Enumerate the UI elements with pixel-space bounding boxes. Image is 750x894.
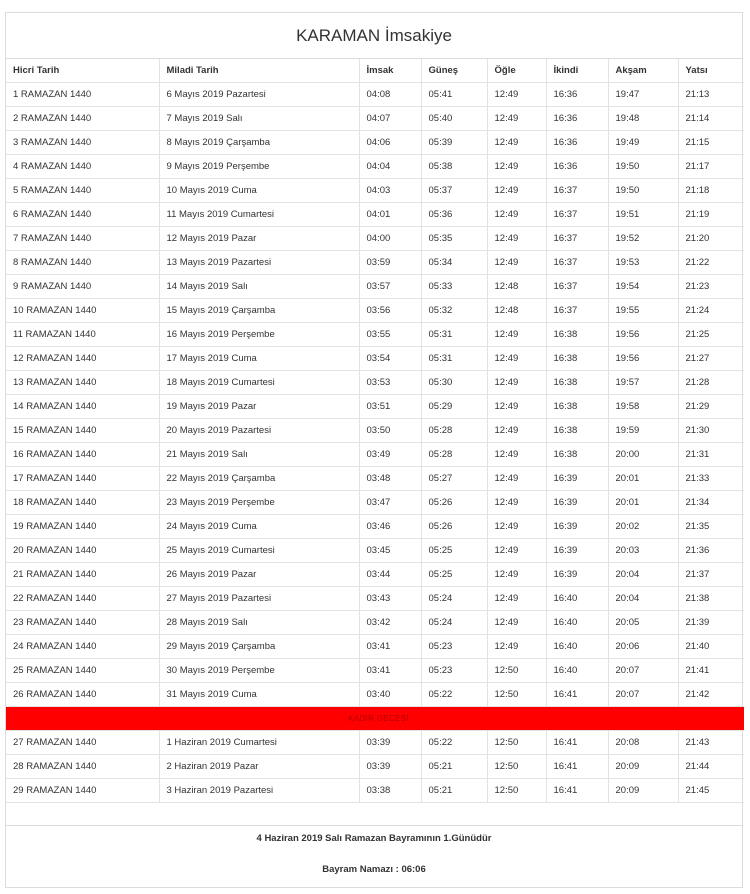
cell-imsak: 04:00 [359, 227, 421, 251]
cell-yatsi: 21:33 [678, 467, 744, 491]
cell-hicri-tarih: 6 RAMAZAN 1440 [6, 203, 159, 227]
cell-imsak: 03:48 [359, 467, 421, 491]
cell-aksam: 20:02 [608, 515, 678, 539]
cell-imsak: 04:01 [359, 203, 421, 227]
table-row [6, 563, 744, 587]
cell-imsak: 03:44 [359, 563, 421, 587]
cell-hicri-tarih: 18 RAMAZAN 1440 [6, 491, 159, 515]
cell-aksam: 20:04 [608, 563, 678, 587]
cell-ikindi: 16:39 [546, 467, 608, 491]
table-row [6, 371, 744, 395]
cell-ikindi: 16:36 [546, 107, 608, 131]
cell-gunes: 05:27 [421, 467, 487, 491]
cell-hicri-tarih: 8 RAMAZAN 1440 [6, 251, 159, 275]
cell-miladi-tarih: 24 Mayıs 2019 Cuma [159, 515, 359, 539]
cell-miladi-tarih: 1 Haziran 2019 Cumartesi [159, 731, 359, 755]
cell-ikindi: 16:38 [546, 443, 608, 467]
cell-yatsi: 21:22 [678, 251, 744, 275]
cell-aksam: 19:49 [608, 131, 678, 155]
cell-imsak: 03:43 [359, 587, 421, 611]
cell-hicri-tarih: 26 RAMAZAN 1440 [6, 683, 159, 707]
cell-ogle: 12:49 [487, 323, 546, 347]
cell-gunes: 05:24 [421, 611, 487, 635]
cell-ogle: 12:49 [487, 563, 546, 587]
cell-hicri-tarih: 11 RAMAZAN 1440 [6, 323, 159, 347]
cell-miladi-tarih: 23 Mayıs 2019 Perşembe [159, 491, 359, 515]
cell-miladi-tarih: 28 Mayıs 2019 Salı [159, 611, 359, 635]
cell-gunes: 05:24 [421, 587, 487, 611]
cell-aksam: 20:09 [608, 755, 678, 779]
column-header-yatsi: Yatsı [678, 59, 744, 83]
cell-yatsi: 21:41 [678, 659, 744, 683]
cell-hicri-tarih: 3 RAMAZAN 1440 [6, 131, 159, 155]
table-body [6, 83, 744, 803]
cell-ikindi: 16:38 [546, 419, 608, 443]
cell-ikindi: 16:41 [546, 731, 608, 755]
column-header-aksam: Akşam [608, 59, 678, 83]
cell-imsak: 03:51 [359, 395, 421, 419]
cell-imsak: 03:41 [359, 635, 421, 659]
cell-miladi-tarih: 22 Mayıs 2019 Çarşamba [159, 467, 359, 491]
cell-miladi-tarih: 13 Mayıs 2019 Pazartesi [159, 251, 359, 275]
cell-hicri-tarih: 20 RAMAZAN 1440 [6, 539, 159, 563]
cell-aksam: 19:56 [608, 323, 678, 347]
cell-miladi-tarih: 15 Mayıs 2019 Çarşamba [159, 299, 359, 323]
cell-hicri-tarih: 13 RAMAZAN 1440 [6, 371, 159, 395]
cell-ikindi: 16:38 [546, 323, 608, 347]
table-row [6, 683, 744, 707]
cell-imsak: 03:57 [359, 275, 421, 299]
bayram-namazi: Bayram Namazı : 06:06 [322, 864, 426, 875]
kadir-gecesi-row [6, 707, 744, 731]
cell-hicri-tarih: 25 RAMAZAN 1440 [6, 659, 159, 683]
table-row [6, 227, 744, 251]
cell-ikindi: 16:38 [546, 371, 608, 395]
cell-ogle: 12:49 [487, 515, 546, 539]
cell-ogle: 12:49 [487, 251, 546, 275]
cell-hicri-tarih: 28 RAMAZAN 1440 [6, 755, 159, 779]
table-row [6, 395, 744, 419]
cell-miladi-tarih: 7 Mayıs 2019 Salı [159, 107, 359, 131]
cell-yatsi: 21:39 [678, 611, 744, 635]
cell-ikindi: 16:37 [546, 227, 608, 251]
bayram-note: 4 Haziran 2019 Salı Ramazan Bayramının 1.Günüdür [256, 833, 492, 844]
cell-gunes: 05:28 [421, 419, 487, 443]
cell-gunes: 05:33 [421, 275, 487, 299]
cell-aksam: 20:01 [608, 467, 678, 491]
cell-ogle: 12:49 [487, 395, 546, 419]
cell-yatsi: 21:25 [678, 323, 744, 347]
page-title: KARAMAN İmsakiye [6, 13, 742, 59]
cell-yatsi: 21:13 [678, 83, 744, 107]
cell-miladi-tarih: 20 Mayıs 2019 Pazartesi [159, 419, 359, 443]
table-row [6, 131, 744, 155]
cell-miladi-tarih: 8 Mayıs 2019 Çarşamba [159, 131, 359, 155]
cell-hicri-tarih: 12 RAMAZAN 1440 [6, 347, 159, 371]
cell-gunes: 05:36 [421, 203, 487, 227]
cell-imsak: 03:41 [359, 659, 421, 683]
cell-gunes: 05:31 [421, 323, 487, 347]
cell-aksam: 19:50 [608, 179, 678, 203]
cell-ogle: 12:50 [487, 779, 546, 803]
cell-aksam: 19:47 [608, 83, 678, 107]
cell-aksam: 20:09 [608, 779, 678, 803]
cell-gunes: 05:25 [421, 539, 487, 563]
cell-yatsi: 21:29 [678, 395, 744, 419]
cell-hicri-tarih: 4 RAMAZAN 1440 [6, 155, 159, 179]
cell-gunes: 05:38 [421, 155, 487, 179]
column-header-miladi-tarih: Miladi Tarih [159, 59, 359, 83]
cell-imsak: 04:08 [359, 83, 421, 107]
cell-miladi-tarih: 2 Haziran 2019 Pazar [159, 755, 359, 779]
cell-gunes: 05:28 [421, 443, 487, 467]
table-row [6, 731, 744, 755]
cell-aksam: 19:56 [608, 347, 678, 371]
table-row [6, 587, 744, 611]
cell-hicri-tarih: 23 RAMAZAN 1440 [6, 611, 159, 635]
cell-gunes: 05:40 [421, 107, 487, 131]
cell-ogle: 12:49 [487, 347, 546, 371]
cell-ikindi: 16:40 [546, 611, 608, 635]
cell-ogle: 12:50 [487, 659, 546, 683]
cell-miladi-tarih: 3 Haziran 2019 Pazartesi [159, 779, 359, 803]
cell-hicri-tarih: 24 RAMAZAN 1440 [6, 635, 159, 659]
cell-yatsi: 21:44 [678, 755, 744, 779]
cell-imsak: 04:07 [359, 107, 421, 131]
imsakiye-table [6, 59, 744, 803]
kadir-gecesi-label: KADIR GECESİ [6, 707, 744, 731]
cell-hicri-tarih: 27 RAMAZAN 1440 [6, 731, 159, 755]
cell-ikindi: 16:37 [546, 299, 608, 323]
cell-ogle: 12:49 [487, 539, 546, 563]
cell-imsak: 03:50 [359, 419, 421, 443]
cell-yatsi: 21:28 [678, 371, 744, 395]
cell-hicri-tarih: 22 RAMAZAN 1440 [6, 587, 159, 611]
cell-imsak: 03:39 [359, 755, 421, 779]
cell-ogle: 12:49 [487, 491, 546, 515]
cell-aksam: 20:08 [608, 731, 678, 755]
cell-ikindi: 16:37 [546, 179, 608, 203]
table-row [6, 635, 744, 659]
cell-yatsi: 21:42 [678, 683, 744, 707]
table-row [6, 107, 744, 131]
column-header-ikindi: İkindi [546, 59, 608, 83]
cell-aksam: 19:53 [608, 251, 678, 275]
table-header [6, 59, 744, 83]
cell-gunes: 05:21 [421, 779, 487, 803]
cell-imsak: 03:53 [359, 371, 421, 395]
cell-ikindi: 16:39 [546, 491, 608, 515]
cell-aksam: 19:54 [608, 275, 678, 299]
cell-aksam: 19:59 [608, 419, 678, 443]
table-row [6, 659, 744, 683]
table-row [6, 347, 744, 371]
cell-yatsi: 21:20 [678, 227, 744, 251]
cell-ikindi: 16:36 [546, 83, 608, 107]
cell-miladi-tarih: 14 Mayıs 2019 Salı [159, 275, 359, 299]
cell-hicri-tarih: 16 RAMAZAN 1440 [6, 443, 159, 467]
cell-yatsi: 21:24 [678, 299, 744, 323]
cell-miladi-tarih: 25 Mayıs 2019 Cumartesi [159, 539, 359, 563]
table-row [6, 779, 744, 803]
cell-ogle: 12:49 [487, 131, 546, 155]
cell-ikindi: 16:40 [546, 635, 608, 659]
cell-gunes: 05:26 [421, 491, 487, 515]
cell-aksam: 20:07 [608, 659, 678, 683]
cell-yatsi: 21:27 [678, 347, 744, 371]
cell-imsak: 03:56 [359, 299, 421, 323]
cell-miladi-tarih: 29 Mayıs 2019 Çarşamba [159, 635, 359, 659]
cell-yatsi: 21:30 [678, 419, 744, 443]
cell-gunes: 05:41 [421, 83, 487, 107]
cell-miladi-tarih: 19 Mayıs 2019 Pazar [159, 395, 359, 419]
cell-miladi-tarih: 26 Mayıs 2019 Pazar [159, 563, 359, 587]
cell-ikindi: 16:40 [546, 587, 608, 611]
column-header-hicri-tarih: Hicri Tarih [6, 59, 159, 83]
cell-yatsi: 21:36 [678, 539, 744, 563]
cell-ogle: 12:49 [487, 443, 546, 467]
cell-ogle: 12:49 [487, 371, 546, 395]
table-row [6, 443, 744, 467]
cell-ogle: 12:49 [487, 611, 546, 635]
cell-aksam: 19:50 [608, 155, 678, 179]
cell-ikindi: 16:41 [546, 683, 608, 707]
cell-ikindi: 16:38 [546, 347, 608, 371]
cell-aksam: 20:05 [608, 611, 678, 635]
cell-miladi-tarih: 27 Mayıs 2019 Pazartesi [159, 587, 359, 611]
cell-miladi-tarih: 21 Mayıs 2019 Salı [159, 443, 359, 467]
cell-miladi-tarih: 17 Mayıs 2019 Cuma [159, 347, 359, 371]
cell-yatsi: 21:34 [678, 491, 744, 515]
cell-yatsi: 21:40 [678, 635, 744, 659]
cell-ikindi: 16:37 [546, 203, 608, 227]
cell-ikindi: 16:39 [546, 515, 608, 539]
cell-ikindi: 16:38 [546, 395, 608, 419]
cell-aksam: 19:48 [608, 107, 678, 131]
cell-ogle: 12:49 [487, 587, 546, 611]
cell-miladi-tarih: 31 Mayıs 2019 Cuma [159, 683, 359, 707]
cell-ogle: 12:49 [487, 203, 546, 227]
cell-imsak: 03:49 [359, 443, 421, 467]
cell-imsak: 03:45 [359, 539, 421, 563]
cell-hicri-tarih: 5 RAMAZAN 1440 [6, 179, 159, 203]
cell-miladi-tarih: 6 Mayıs 2019 Pazartesi [159, 83, 359, 107]
imsakiye-panel [5, 12, 743, 888]
cell-aksam: 20:07 [608, 683, 678, 707]
cell-aksam: 19:58 [608, 395, 678, 419]
cell-yatsi: 21:35 [678, 515, 744, 539]
cell-yatsi: 21:31 [678, 443, 744, 467]
cell-ogle: 12:48 [487, 275, 546, 299]
cell-aksam: 19:55 [608, 299, 678, 323]
cell-gunes: 05:21 [421, 755, 487, 779]
table-row [6, 251, 744, 275]
cell-yatsi: 21:43 [678, 731, 744, 755]
cell-ogle: 12:50 [487, 731, 546, 755]
cell-aksam: 20:04 [608, 587, 678, 611]
cell-miladi-tarih: 12 Mayıs 2019 Pazar [159, 227, 359, 251]
cell-ogle: 12:49 [487, 155, 546, 179]
cell-imsak: 03:54 [359, 347, 421, 371]
column-header-ogle: Öğle [487, 59, 546, 83]
cell-ogle: 12:50 [487, 755, 546, 779]
cell-ogle: 12:49 [487, 107, 546, 131]
cell-aksam: 20:06 [608, 635, 678, 659]
cell-gunes: 05:22 [421, 683, 487, 707]
table-row [6, 323, 744, 347]
spacer-row [6, 803, 742, 826]
cell-ikindi: 16:40 [546, 659, 608, 683]
cell-aksam: 19:51 [608, 203, 678, 227]
cell-yatsi: 21:38 [678, 587, 744, 611]
cell-gunes: 05:32 [421, 299, 487, 323]
cell-yatsi: 21:19 [678, 203, 744, 227]
cell-ikindi: 16:41 [546, 779, 608, 803]
cell-aksam: 19:52 [608, 227, 678, 251]
table-row [6, 83, 744, 107]
cell-gunes: 05:23 [421, 635, 487, 659]
cell-miladi-tarih: 16 Mayıs 2019 Perşembe [159, 323, 359, 347]
cell-gunes: 05:39 [421, 131, 487, 155]
table-row [6, 467, 744, 491]
cell-imsak: 03:38 [359, 779, 421, 803]
cell-aksam: 19:57 [608, 371, 678, 395]
cell-gunes: 05:34 [421, 251, 487, 275]
cell-ogle: 12:49 [487, 419, 546, 443]
cell-gunes: 05:26 [421, 515, 487, 539]
table-row [6, 611, 744, 635]
cell-ikindi: 16:39 [546, 563, 608, 587]
table-row [6, 491, 744, 515]
cell-yatsi: 21:14 [678, 107, 744, 131]
table-row [6, 155, 744, 179]
cell-imsak: 03:39 [359, 731, 421, 755]
cell-ikindi: 16:41 [546, 755, 608, 779]
cell-hicri-tarih: 2 RAMAZAN 1440 [6, 107, 159, 131]
cell-gunes: 05:22 [421, 731, 487, 755]
table-row [6, 515, 744, 539]
cell-ogle: 12:49 [487, 635, 546, 659]
cell-gunes: 05:23 [421, 659, 487, 683]
table-row [6, 755, 744, 779]
cell-ogle: 12:49 [487, 467, 546, 491]
cell-gunes: 05:37 [421, 179, 487, 203]
cell-imsak: 04:04 [359, 155, 421, 179]
cell-ogle: 12:50 [487, 683, 546, 707]
table-row [6, 179, 744, 203]
table-row [6, 275, 744, 299]
cell-miladi-tarih: 10 Mayıs 2019 Cuma [159, 179, 359, 203]
cell-hicri-tarih: 7 RAMAZAN 1440 [6, 227, 159, 251]
cell-imsak: 04:06 [359, 131, 421, 155]
cell-imsak: 04:03 [359, 179, 421, 203]
cell-hicri-tarih: 17 RAMAZAN 1440 [6, 467, 159, 491]
cell-yatsi: 21:18 [678, 179, 744, 203]
cell-miladi-tarih: 30 Mayıs 2019 Perşembe [159, 659, 359, 683]
table-row [6, 299, 744, 323]
cell-yatsi: 21:17 [678, 155, 744, 179]
cell-ogle: 12:49 [487, 227, 546, 251]
cell-imsak: 03:46 [359, 515, 421, 539]
cell-aksam: 20:01 [608, 491, 678, 515]
cell-gunes: 05:35 [421, 227, 487, 251]
cell-yatsi: 21:23 [678, 275, 744, 299]
cell-gunes: 05:25 [421, 563, 487, 587]
cell-aksam: 20:03 [608, 539, 678, 563]
cell-hicri-tarih: 21 RAMAZAN 1440 [6, 563, 159, 587]
table-row [6, 539, 744, 563]
cell-ogle: 12:49 [487, 179, 546, 203]
table-row [6, 419, 744, 443]
cell-ogle: 12:48 [487, 299, 546, 323]
column-header-gunes: Güneş [421, 59, 487, 83]
cell-hicri-tarih: 1 RAMAZAN 1440 [6, 83, 159, 107]
cell-gunes: 05:29 [421, 395, 487, 419]
cell-ogle: 12:49 [487, 83, 546, 107]
cell-ikindi: 16:37 [546, 251, 608, 275]
cell-yatsi: 21:15 [678, 131, 744, 155]
cell-ikindi: 16:37 [546, 275, 608, 299]
table-row [6, 203, 744, 227]
cell-aksam: 20:00 [608, 443, 678, 467]
cell-miladi-tarih: 18 Mayıs 2019 Cumartesi [159, 371, 359, 395]
cell-gunes: 05:31 [421, 347, 487, 371]
cell-imsak: 03:47 [359, 491, 421, 515]
cell-hicri-tarih: 14 RAMAZAN 1440 [6, 395, 159, 419]
cell-imsak: 03:42 [359, 611, 421, 635]
cell-miladi-tarih: 11 Mayıs 2019 Cumartesi [159, 203, 359, 227]
cell-gunes: 05:30 [421, 371, 487, 395]
cell-imsak: 03:40 [359, 683, 421, 707]
cell-imsak: 03:59 [359, 251, 421, 275]
cell-imsak: 03:55 [359, 323, 421, 347]
cell-hicri-tarih: 9 RAMAZAN 1440 [6, 275, 159, 299]
cell-ikindi: 16:39 [546, 539, 608, 563]
cell-hicri-tarih: 19 RAMAZAN 1440 [6, 515, 159, 539]
cell-hicri-tarih: 10 RAMAZAN 1440 [6, 299, 159, 323]
cell-miladi-tarih: 9 Mayıs 2019 Perşembe [159, 155, 359, 179]
column-header-imsak: İmsak [359, 59, 421, 83]
cell-hicri-tarih: 15 RAMAZAN 1440 [6, 419, 159, 443]
cell-yatsi: 21:37 [678, 563, 744, 587]
cell-yatsi: 21:45 [678, 779, 744, 803]
cell-ikindi: 16:36 [546, 131, 608, 155]
cell-hicri-tarih: 29 RAMAZAN 1440 [6, 779, 159, 803]
cell-ikindi: 16:36 [546, 155, 608, 179]
